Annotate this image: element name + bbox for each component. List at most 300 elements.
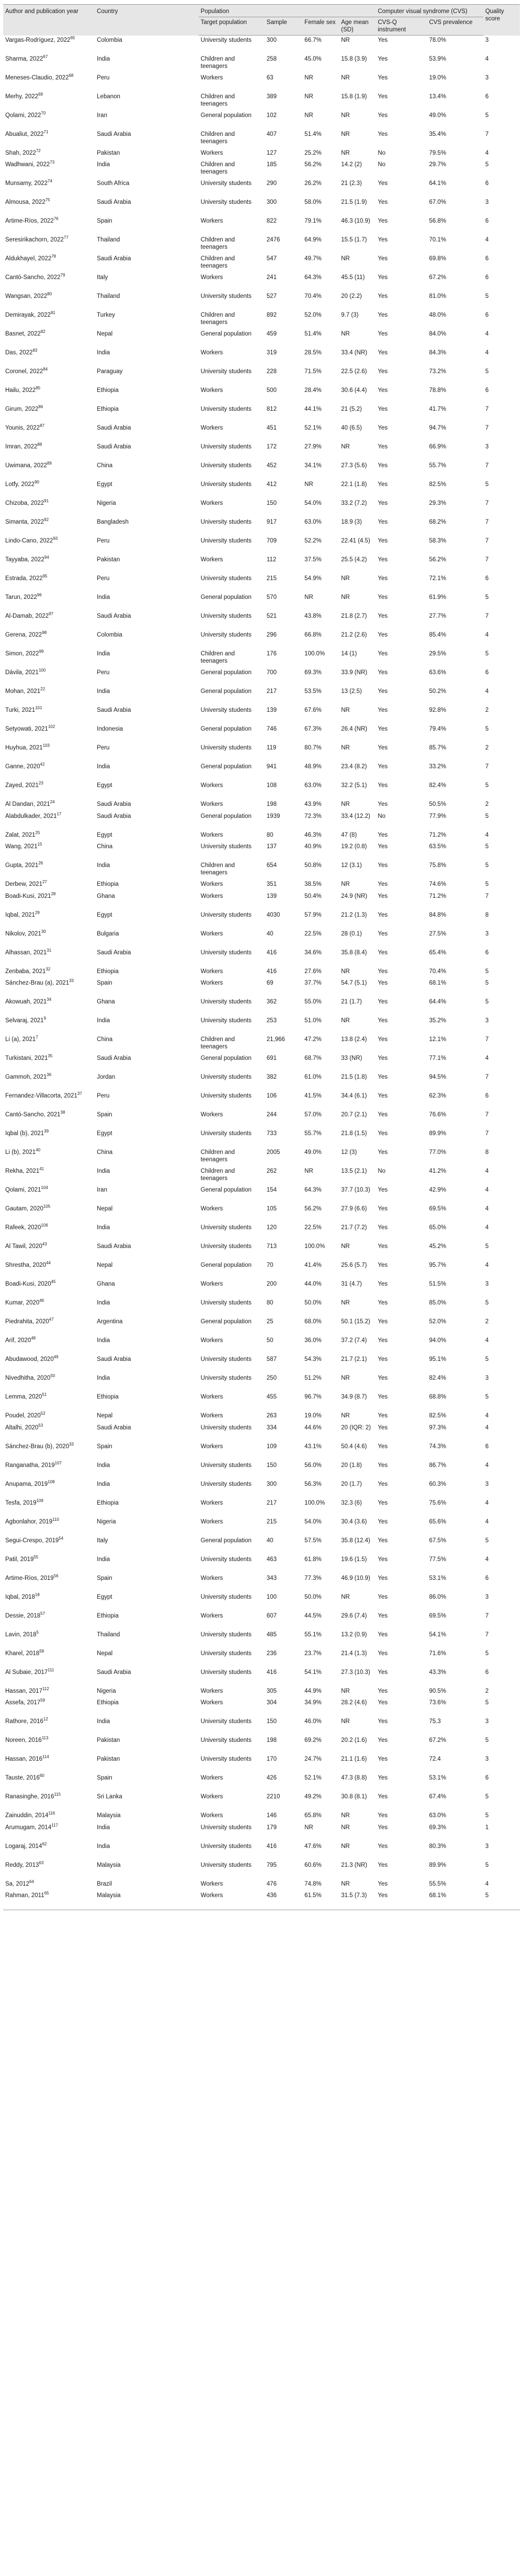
cell-country: Egypt <box>97 782 112 789</box>
reference-number: 50 <box>50 1373 55 1379</box>
cell-sample: 80 <box>266 831 274 838</box>
author-name: Simanta, 2022 <box>5 519 44 525</box>
cell-age: 40 (6.5) <box>341 425 362 431</box>
cell-female-sex: 55.7% <box>304 1130 322 1137</box>
cell-author <box>3 948 95 967</box>
cell-female-sex: 54.9% <box>304 575 322 582</box>
cell-age: 20 (1.8) <box>341 1462 362 1469</box>
cell-prevalence: 66.9% <box>429 444 447 450</box>
cell-female-sex: 56.3% <box>304 1481 322 1487</box>
reference-number: 65 <box>70 35 75 40</box>
cell-target-population: University students <box>200 745 252 751</box>
cell-cvsq: Yes <box>378 745 388 751</box>
table-row <box>3 910 520 929</box>
cell-prevalence: 33.2% <box>429 764 447 770</box>
cell-country: Peru <box>97 1093 110 1099</box>
reference-number: 71 <box>43 129 49 134</box>
cell-country: Ethiopia <box>97 387 119 394</box>
cell-cvsq: Yes <box>378 444 388 450</box>
cell-female-sex: 28.4% <box>304 387 322 394</box>
cell-country: India <box>97 350 110 356</box>
cell-female-sex: 100.0% <box>304 1499 325 1506</box>
author-name: Ranganatha, 2019 <box>5 1462 55 1469</box>
reference-number: 100 <box>38 668 46 673</box>
cell-age: 30.4 (3.6) <box>341 1518 367 1525</box>
reference-number: 76 <box>53 216 59 222</box>
cell-target-population: Workers <box>200 425 223 431</box>
cell-country: Iran <box>97 112 107 119</box>
cell-prevalence: 64.4% <box>429 999 447 1005</box>
cell-sample: 290 <box>266 180 277 187</box>
cell-country: Saudi Arabia <box>97 256 131 262</box>
cell-country: Malaysia <box>97 1862 121 1868</box>
cell-quality: 4 <box>485 1413 489 1419</box>
cell-quality: 4 <box>485 1055 489 1061</box>
reference-number: 28 <box>51 891 56 896</box>
cell-target-population: University students <box>200 1074 252 1080</box>
cell-author <box>3 630 95 649</box>
table-row <box>3 1336 520 1355</box>
cell-target-population: Workers <box>200 930 223 937</box>
cell-target-population: Workers <box>200 831 223 838</box>
cell-cvsq: Yes <box>378 274 388 281</box>
cell-author <box>3 1717 95 1736</box>
reference-number: 103 <box>42 743 50 748</box>
cell-country: Ethiopia <box>97 968 119 975</box>
cell-country: Ethiopia <box>97 1700 119 1706</box>
author-name: Zalat, 2021 <box>5 831 36 838</box>
reference-number: 32 <box>46 966 51 972</box>
cell-author <box>3 1879 95 1891</box>
cell-prevalence: 71.2% <box>429 831 447 838</box>
cell-country: Saudi Arabia <box>97 949 131 956</box>
cell-country: Spain <box>97 1443 112 1450</box>
cell-target-population: University students <box>200 1631 252 1638</box>
cell-target-population: Workers <box>200 74 223 81</box>
cell-cvsq: Yes <box>378 1843 388 1850</box>
cell-quality: 2 <box>485 707 489 713</box>
cell-target-population: University students <box>200 180 252 187</box>
cell-prevalence: 97.3% <box>429 1424 447 1431</box>
cell-quality: 4 <box>485 1424 489 1431</box>
cell-age: 21.4 (1.3) <box>341 1650 367 1657</box>
cell-cvsq: Yes <box>378 180 388 187</box>
cell-quality: 5 <box>485 862 489 869</box>
cell-target-population: Workers <box>200 1518 223 1525</box>
cell-quality: 6 <box>485 1775 489 1781</box>
cell-author <box>3 611 95 630</box>
cell-target-population: University students <box>200 575 252 582</box>
cell-author <box>3 1498 95 1517</box>
table-row <box>3 978 520 997</box>
reference-number: 24 <box>50 800 55 805</box>
cell-cvsq: Yes <box>378 632 388 638</box>
cell-author <box>3 812 95 830</box>
author-name: Imran, 2022 <box>5 444 38 450</box>
reference-number: 114 <box>42 1754 49 1760</box>
table-row <box>3 861 520 880</box>
cell-prevalence: 13.4% <box>429 93 447 100</box>
cell-cvsq: Yes <box>378 350 388 356</box>
cell-prevalence: 81.0% <box>429 293 447 299</box>
cell-author <box>3 179 95 198</box>
cell-author <box>3 461 95 480</box>
table-row <box>3 1442 520 1461</box>
cell-sample: 343 <box>266 1575 277 1581</box>
table-row <box>3 1355 520 1373</box>
cell-author <box>3 130 95 148</box>
author-name: Das, 2022 <box>5 350 33 356</box>
cell-cvsq: Yes <box>378 93 388 100</box>
cell-target-population: Workers <box>200 350 223 356</box>
cell-sample: 185 <box>266 161 277 168</box>
cell-sample: 713 <box>266 1243 277 1250</box>
cell-country: China <box>97 463 113 469</box>
cell-sample: 106 <box>266 1093 277 1099</box>
cell-country: Sri Lanka <box>97 1794 122 1800</box>
cell-quality: 4 <box>485 1518 489 1525</box>
cell-target-population: Children and teenagers <box>200 161 235 175</box>
cell-female-sex: 27.6% <box>304 968 322 975</box>
cell-author <box>3 555 95 574</box>
cell-sample: 263 <box>266 1413 277 1419</box>
cell-cvsq: Yes <box>378 1518 388 1525</box>
cell-target-population: General population <box>200 1187 252 1193</box>
cell-quality: 5 <box>485 1700 489 1706</box>
cell-female-sex: 72.3% <box>304 813 322 819</box>
cell-female-sex: 63.0% <box>304 519 322 525</box>
cell-quality: 6 <box>485 1669 489 1676</box>
cell-female-sex: 45.0% <box>304 55 322 62</box>
cell-female-sex: 54.1% <box>304 1669 322 1676</box>
cell-age: NR <box>341 74 350 81</box>
cell-cvsq: Yes <box>378 1356 388 1362</box>
cell-sample: 436 <box>265 1891 302 1910</box>
cell-sample: 547 <box>266 256 277 262</box>
cell-cvsq: Yes <box>378 1775 388 1781</box>
cell-quality: 7 <box>485 557 489 563</box>
reference-number: 36 <box>47 1072 52 1078</box>
cell-author <box>3 1754 95 1773</box>
author-name: Lotfy, 2022 <box>5 481 35 488</box>
cell-sample: 258 <box>266 55 277 62</box>
cell-country: Nigeria <box>97 1688 116 1694</box>
cell-sample: 654 <box>266 862 277 869</box>
cell-country: Ghana <box>97 1281 115 1287</box>
cell-quality: 3 <box>485 444 489 450</box>
cell-prevalence: 56.8% <box>429 218 447 224</box>
cell-country: Saudi Arabia <box>97 1669 131 1676</box>
cell-female-sex: 46.0% <box>304 1718 322 1725</box>
table-row <box>3 593 520 611</box>
table-row <box>3 1574 520 1592</box>
author-name: Girum, 2022 <box>5 406 39 412</box>
cell-prevalence: 19.0% <box>429 74 447 81</box>
cell-cvsq: Yes <box>378 1556 388 1563</box>
cell-target-population: University students <box>200 1556 252 1563</box>
cell-target-population: Workers <box>200 782 223 789</box>
header-sample: Sample <box>265 17 302 36</box>
cell-country: India <box>97 55 110 62</box>
cell-age: 50.4 (4.6) <box>341 1443 367 1450</box>
cell-country: Pakistan <box>97 1737 120 1743</box>
cell-quality: 5 <box>485 161 489 168</box>
cell-author <box>3 1336 95 1355</box>
cell-country: Nigeria <box>97 1518 116 1525</box>
cell-country: Saudi Arabia <box>97 707 131 713</box>
cell-age: NR <box>341 1843 350 1850</box>
reference-number: 108 <box>48 1479 55 1484</box>
table-row <box>3 1773 520 1792</box>
cell-sample: 21,966 <box>266 1036 285 1043</box>
cell-author <box>3 1185 95 1204</box>
cell-target-population: University students <box>200 1862 252 1868</box>
cell-female-sex: 43.8% <box>304 613 322 619</box>
reference-number: 22 <box>40 687 46 692</box>
cell-sample: 215 <box>266 1518 277 1525</box>
cell-quality: 4 <box>485 1556 489 1563</box>
cell-quality: 5 <box>485 813 489 819</box>
cell-female-sex: 44.0% <box>304 1281 322 1287</box>
cell-quality: 5 <box>485 1356 489 1362</box>
reference-number: 70 <box>41 110 46 115</box>
cell-sample: 382 <box>266 1074 277 1080</box>
cell-target-population: University students <box>200 444 252 450</box>
cell-quality: 5 <box>485 293 489 299</box>
cell-prevalence: 63.6% <box>429 669 447 676</box>
table-row <box>3 762 520 781</box>
cell-country: Nepal <box>97 1650 113 1657</box>
cell-author <box>3 1555 95 1574</box>
author-name: Li (b), 2021 <box>5 1149 36 1156</box>
cell-author <box>3 842 95 861</box>
cell-country: Colombia <box>97 37 122 43</box>
cell-age: NR <box>341 968 350 975</box>
table-row <box>3 1223 520 1242</box>
author-name: Al Dandan, 2021 <box>5 801 50 807</box>
cell-target-population: General population <box>200 688 252 695</box>
cell-female-sex: 28.5% <box>304 350 322 356</box>
table-row <box>3 1261 520 1279</box>
author-name: Assefa, 2017 <box>5 1700 41 1706</box>
table-row <box>3 1649 520 1668</box>
cell-quality: 3 <box>485 199 489 205</box>
cell-age: 15.8 (3.9) <box>341 55 367 62</box>
author-name: Tarun, 2022 <box>5 594 37 600</box>
cell-sample: 300 <box>266 1481 277 1487</box>
author-name: Selvaraj, 2021 <box>5 1018 44 1024</box>
cell-author <box>3 1204 95 1223</box>
cell-cvsq: Yes <box>378 1055 388 1061</box>
table-row <box>3 160 520 179</box>
cell-quality: 4 <box>485 632 489 638</box>
cell-age: 21.1 (1.6) <box>341 1756 367 1762</box>
table-row <box>3 1129 520 1148</box>
cell-quality: 3 <box>485 74 489 81</box>
cell-country: Egypt <box>97 481 112 488</box>
reference-number: 96 <box>37 593 42 598</box>
cell-target-population: Workers <box>200 801 223 807</box>
cell-cvsq: Yes <box>378 131 388 137</box>
reference-number: 72 <box>36 148 41 153</box>
cell-country: Saudi Arabia <box>97 1055 131 1061</box>
cell-target-population: Workers <box>200 1775 223 1781</box>
cell-age: 14.2 (2) <box>341 161 362 168</box>
reference-number: 95 <box>42 574 48 579</box>
cell-cvsq: Yes <box>378 764 388 770</box>
cell-cvsq: Yes <box>378 312 388 318</box>
author-name: Qolami, 2022 <box>5 112 41 119</box>
cell-country: South Africa <box>97 180 130 187</box>
cell-author <box>3 1861 95 1879</box>
cell-target-population: Children and teenagers <box>200 1036 235 1050</box>
cell-female-sex: 51.4% <box>304 131 322 137</box>
cell-target-population: Children and teenagers <box>200 131 235 145</box>
cell-country: India <box>97 1843 110 1850</box>
cell-quality: 5 <box>485 1394 489 1400</box>
cell-country: Peru <box>97 745 110 751</box>
cell-female-sex: 48.9% <box>304 764 322 770</box>
cell-target-population: General population <box>200 726 252 732</box>
reference-number: 29 <box>35 910 40 915</box>
cell-country: Ghana <box>97 893 115 899</box>
cell-age: 32.2 (5.1) <box>341 782 367 789</box>
cell-prevalence: 79.5% <box>429 149 447 156</box>
reference-number: 94 <box>44 555 49 560</box>
cell-age: 33.4 (12.2) <box>341 813 370 819</box>
cell-target-population: University students <box>200 199 252 205</box>
table-row <box>3 1298 520 1317</box>
cell-quality: 7 <box>485 406 489 412</box>
cell-female-sex: 61.8% <box>304 1556 322 1563</box>
table-row <box>3 1392 520 1411</box>
cell-target-population: Workers <box>200 1700 223 1706</box>
cell-prevalence: 77.9% <box>429 813 447 819</box>
cell-prevalence: 90.5% <box>429 1688 447 1694</box>
cell-quality: 7 <box>485 764 489 770</box>
cell-quality: 3 <box>485 1375 489 1381</box>
cell-female-sex: 52.1% <box>304 1775 322 1781</box>
cell-age: NR <box>341 801 350 807</box>
cell-age: 33 (NR) <box>341 1055 362 1061</box>
cell-age: 22.41 (4.5) <box>341 538 370 544</box>
cell-age: 15.8 (1.9) <box>341 93 367 100</box>
cell-female-sex: 41.5% <box>304 1093 322 1099</box>
cell-female-sex: 52.1% <box>304 425 322 431</box>
cell-prevalence: 82.5% <box>429 481 447 488</box>
table-row <box>3 1891 520 1910</box>
table-row <box>3 480 520 499</box>
cell-author <box>3 1611 95 1630</box>
cell-female-sex: 49.0% <box>304 1149 322 1156</box>
table-row <box>3 1072 520 1091</box>
cell-female-sex: 52.2% <box>304 538 322 544</box>
cell-age: 21.5 (1.9) <box>341 199 367 205</box>
header-prevalence: CVS prevalence <box>427 17 483 36</box>
cell-country: India <box>97 1824 110 1831</box>
cell-cvsq: Yes <box>378 463 388 469</box>
cell-prevalence: 61.9% <box>429 594 447 600</box>
cell-quality: 7 <box>485 519 489 525</box>
cell-prevalence: 27.5% <box>429 930 447 937</box>
author-name: Lindo-Cano, 2022 <box>5 538 53 544</box>
cell-target-population: Children and teenagers <box>200 1149 235 1163</box>
cell-sample: 416 <box>266 968 277 975</box>
cell-prevalence: 72.1% <box>429 575 447 582</box>
cell-target-population: University students <box>200 1375 252 1381</box>
cell-sample: 500 <box>266 387 277 394</box>
reference-number: 113 <box>41 1736 49 1741</box>
cell-target-population: Workers <box>200 1688 223 1694</box>
cell-female-sex: 67.6% <box>304 707 322 713</box>
cell-female-sex: 44.1% <box>304 406 322 412</box>
cell-female-sex: 70.4% <box>304 293 322 299</box>
cell-quality: 4 <box>485 1337 489 1344</box>
reference-number: 81 <box>50 310 55 316</box>
reference-number: 73 <box>50 160 55 165</box>
cell-female-sex: NR <box>304 74 313 81</box>
cell-prevalence: 85.4% <box>429 632 447 638</box>
cell-quality: 4 <box>485 688 489 695</box>
cell-country: India <box>97 651 110 657</box>
cell-target-population: University students <box>200 1593 252 1600</box>
author-name: Wangsan, 2022 <box>5 293 48 299</box>
cell-sample: 102 <box>266 112 277 119</box>
cell-prevalence: 58.3% <box>429 538 447 544</box>
cell-sample: 2005 <box>266 1149 280 1156</box>
cell-quality: 3 <box>485 37 489 43</box>
cell-age: 54.7 (5.1) <box>341 980 367 986</box>
cell-target-population: University students <box>200 1737 252 1743</box>
cell-cvsq: Yes <box>378 862 388 869</box>
cell-target-population: Workers <box>200 1394 223 1400</box>
cell-age: 20 (IQR: 2) <box>341 1424 371 1431</box>
table-row <box>3 967 520 979</box>
cell-country: Malaysia <box>97 1812 121 1819</box>
cell-cvsq: Yes <box>378 980 388 986</box>
author-name: Agbonlahor, 2019 <box>5 1518 53 1525</box>
table-row <box>3 348 520 367</box>
cell-cvsq: Yes <box>378 893 388 899</box>
cell-female-sex: 64.3% <box>304 274 322 281</box>
reference-number: 55 <box>33 1554 39 1560</box>
cell-sample: 822 <box>266 218 277 224</box>
cell-age: NR <box>341 1243 350 1250</box>
cell-quality: 6 <box>485 312 489 318</box>
cell-female-sex: 19.0% <box>304 1413 322 1419</box>
cell-female-sex: 38.5% <box>304 881 322 887</box>
author-name: Hailu, 2022 <box>5 387 36 394</box>
cell-target-population: General population <box>200 1537 252 1544</box>
cell-country: Ethiopia <box>97 1499 119 1506</box>
reference-number: 34 <box>47 997 52 1002</box>
cell-target-population: University students <box>200 1756 252 1762</box>
cell-female-sex: NR <box>304 112 313 119</box>
cell-female-sex: NR <box>304 93 313 100</box>
author-name: Arumugam, 2014 <box>5 1824 52 1831</box>
cell-cvsq: Yes <box>378 331 388 337</box>
cell-prevalence: 52.0% <box>429 1319 447 1325</box>
table-row <box>3 1811 520 1823</box>
author-name: Lemma, 2020 <box>5 1394 42 1400</box>
cell-country: Egypt <box>97 1593 112 1600</box>
author-name: Sharma, 2022 <box>5 55 43 62</box>
cell-target-population: University students <box>200 481 252 488</box>
cell-female-sex: 55.1% <box>304 1631 322 1638</box>
cell-prevalence: 69.5% <box>429 1612 447 1619</box>
cell-prevalence: 74.3% <box>429 1443 447 1450</box>
cell-target-population: University students <box>200 999 252 1005</box>
